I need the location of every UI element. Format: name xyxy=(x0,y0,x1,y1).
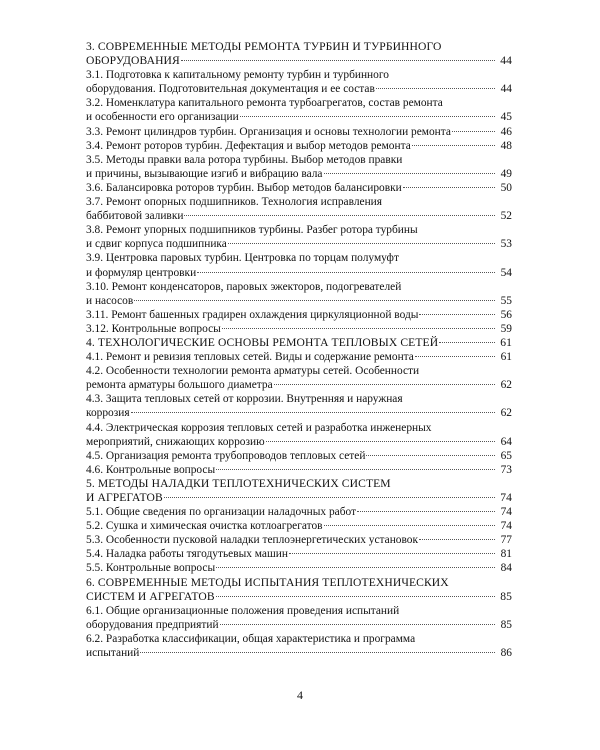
toc-entry xyxy=(86,322,512,336)
toc-page-number: 61 xyxy=(500,351,512,364)
toc-entry-title: 3.5. Методы правки вала ротора турбины. Выбор методов правки xyxy=(86,153,403,166)
dot-leader xyxy=(412,145,495,146)
toc-entry-title: 4.6. Контрольные вопросы xyxy=(86,463,216,476)
dot-leader xyxy=(289,553,495,554)
toc-entry-title: 3.3. Ремонт цилиндров турбин. Организация и основы технологии ремонта xyxy=(86,125,451,138)
toc-entry-title: и сдвиг корпуса подшипника xyxy=(86,238,227,251)
toc-entry-title: 6. СОВРЕМЕННЫЕ МЕТОДЫ ИСПЫТАНИЯ ТЕПЛОТЕХНИЧЕСКИХ xyxy=(86,575,449,589)
toc-page-number: 44 xyxy=(500,83,512,96)
toc-entry-line xyxy=(86,421,512,435)
toc-entry-line xyxy=(86,209,512,223)
toc-entry-line xyxy=(86,251,512,265)
toc-entry-line xyxy=(86,477,512,491)
toc-entry-title: и формуляр центровки xyxy=(86,266,197,279)
toc-page-number: 48 xyxy=(500,139,512,152)
dot-leader xyxy=(164,497,495,498)
toc-entry-line xyxy=(86,195,512,209)
toc-entry-line xyxy=(86,110,512,124)
toc-entry-title: 3.11. Ремонт башенных градирен охлаждения циркуляционной воды xyxy=(86,308,419,321)
toc-page-number: 52 xyxy=(500,210,512,223)
dot-leader xyxy=(216,567,495,568)
dot-leader xyxy=(357,511,495,512)
toc-page-number: 49 xyxy=(500,167,512,180)
toc-entry-title: 4.5. Организация ремонта трубопроводов тепловых сетей xyxy=(86,449,366,462)
toc-page-number: 77 xyxy=(500,534,512,547)
toc-entry-title: 5.2. Сушка и химическая очистка котлоагрегатов xyxy=(86,520,323,533)
toc-entry xyxy=(86,519,512,533)
toc-entry-title: 5. МЕТОДЫ НАЛАДКИ ТЕПЛОТЕХНИЧЕСКИХ СИСТЕМ xyxy=(86,476,391,490)
toc-entry xyxy=(86,223,512,251)
toc-page-number: 44 xyxy=(500,54,512,68)
toc-entry-title: СИСТЕМ И АГРЕГАТОВ xyxy=(86,589,215,603)
toc-entry-line xyxy=(86,364,512,378)
toc-entry-title: 6.2. Разработка классификации, общая характеристика и программа xyxy=(86,632,416,645)
toc-page-number: 45 xyxy=(500,111,512,124)
toc-entry-line xyxy=(86,505,512,519)
toc-entry xyxy=(86,561,512,575)
toc-entry-line xyxy=(86,350,512,364)
toc-entry-line xyxy=(86,632,512,646)
toc-entry-line xyxy=(86,308,512,322)
toc-page-number: 74 xyxy=(500,506,512,519)
toc-entry-title: 3.4. Ремонт роторов турбин. Дефектация и выбор методов ремонта xyxy=(86,139,411,152)
toc-entry xyxy=(86,505,512,519)
dot-leader xyxy=(222,328,495,329)
toc-entry-title: и причины, вызывающие изгиб и вибрацию вала xyxy=(86,167,323,180)
toc-entry xyxy=(86,421,512,449)
dot-leader xyxy=(140,652,495,653)
toc-entry-title: 3.2. Номенклатура капитального ремонта турбоагрегатов, состав ремонта xyxy=(86,97,443,110)
toc-entry-title: 5.4. Наладка работы тягодутьевых машин xyxy=(86,548,288,561)
toc-entry xyxy=(86,68,512,96)
dot-leader xyxy=(240,116,495,117)
toc-entry-line xyxy=(86,96,512,110)
dot-leader xyxy=(324,173,496,174)
toc-chapter-entry xyxy=(86,477,512,505)
dot-leader xyxy=(274,384,495,385)
toc-page-number: 46 xyxy=(500,125,512,138)
toc-page-number: 65 xyxy=(500,449,512,462)
dot-leader xyxy=(439,342,495,343)
toc-entry-line xyxy=(86,491,512,505)
toc-entry-title: 5.5. Контрольные вопросы xyxy=(86,562,216,575)
toc-entry-title: 3. СОВРЕМЕННЫЕ МЕТОДЫ РЕМОНТА ТУРБИН И ТУРБИННОГО xyxy=(86,40,442,53)
toc-entry-line xyxy=(86,280,512,294)
toc-page-number: 84 xyxy=(500,562,512,575)
toc-entry xyxy=(86,251,512,279)
toc-entry-line xyxy=(86,139,512,153)
dot-leader xyxy=(216,469,495,470)
toc-entry xyxy=(86,632,512,660)
dot-leader xyxy=(324,525,495,526)
toc-entry-line xyxy=(86,646,512,660)
dot-leader xyxy=(131,412,495,413)
toc-entry-title: 5.1. Общие сведения по организации наладочных работ xyxy=(86,506,357,519)
toc-entry-line xyxy=(86,294,512,308)
dot-leader xyxy=(452,131,495,132)
toc-entry-title: мероприятий, снижающих коррозию xyxy=(86,435,265,448)
toc-entry-title: 3.12. Контрольные вопросы xyxy=(86,322,221,335)
dot-leader xyxy=(415,356,495,357)
toc-entry-line xyxy=(86,82,512,96)
toc-entry xyxy=(86,96,512,124)
toc-chapter-entry xyxy=(86,40,512,68)
toc-entry-title: 5.3. Особенности пусковой наладки теплоэнергетических установок xyxy=(86,534,419,547)
toc-chapter-entry xyxy=(86,336,512,350)
toc-entry-title: 3.9. Центровка паровых турбин. Центровка по торцам полумуфт xyxy=(86,252,399,265)
toc-entry-line xyxy=(86,561,512,575)
toc-entry-line xyxy=(86,519,512,533)
toc-entry-line xyxy=(86,266,512,280)
dot-leader xyxy=(216,596,495,597)
toc-entry xyxy=(86,195,512,223)
toc-entry xyxy=(86,181,512,195)
toc-entry-line xyxy=(86,618,512,632)
dot-leader xyxy=(220,624,495,625)
page-number: 4 xyxy=(297,688,303,702)
dot-leader xyxy=(181,60,495,61)
dot-leader xyxy=(197,272,495,273)
toc-entry-line xyxy=(86,336,512,350)
toc-entry-line xyxy=(86,604,512,618)
toc-page-number: 53 xyxy=(500,238,512,251)
toc-page-number: 61 xyxy=(500,335,512,349)
toc-entry-line xyxy=(86,167,512,181)
toc-entry-line xyxy=(86,54,512,68)
toc-entry-line xyxy=(86,237,512,251)
toc-entry xyxy=(86,139,512,153)
toc-entry-title: оборудования. Подготовительная документация и ее состав xyxy=(86,83,375,96)
toc-entry-title: коррозия xyxy=(86,407,130,420)
toc-page-number: 74 xyxy=(500,520,512,533)
toc-entry xyxy=(86,449,512,463)
toc-entry xyxy=(86,547,512,561)
toc-entry-title: ОБОРУДОВАНИЯ xyxy=(86,54,180,68)
toc-entry-line xyxy=(86,378,512,392)
dot-leader xyxy=(403,187,495,188)
toc-entry-line xyxy=(86,547,512,561)
toc-page-number: 62 xyxy=(500,379,512,392)
toc-entry-title: 3.7. Ремонт опорных подшипников. Технология исправления xyxy=(86,196,383,209)
toc-entry-line xyxy=(86,463,512,477)
dot-leader xyxy=(419,314,495,315)
toc-entry-title: 3.8. Ремонт упорных подшипников турбины. Разбег ротора турбины xyxy=(86,224,418,237)
toc-entry-title: 3.10. Ремонт конденсаторов, паровых эжекторов, подогревателей xyxy=(86,280,402,293)
toc-entry-title: И АГРЕГАТОВ xyxy=(86,491,163,504)
toc-page-number: 54 xyxy=(500,266,512,279)
toc-entry-title: испытаний xyxy=(86,647,140,660)
toc-entry-title: 4.4. Электрическая коррозия тепловых сетей и разработка инженерных xyxy=(86,421,432,434)
toc-entry-line xyxy=(86,68,512,82)
toc-page-number: 81 xyxy=(500,548,512,561)
dot-leader xyxy=(184,215,495,216)
toc-entry-title: 4.3. Защита тепловых сетей от коррозии. Внутренняя и наружная xyxy=(86,393,403,406)
dot-leader xyxy=(419,539,495,540)
toc-entry xyxy=(86,280,512,308)
toc-entry-title: баббитовой заливки xyxy=(86,210,184,223)
toc-entry-line xyxy=(86,406,512,420)
toc-entry-title: 4.1. Ремонт и ревизия тепловых сетей. Виды и содержание ремонта xyxy=(86,351,414,364)
toc-entry-line xyxy=(86,449,512,463)
toc-entry-line xyxy=(86,153,512,167)
toc-entry-line xyxy=(86,181,512,195)
toc-entry-title: ремонта арматуры большого диаметра xyxy=(86,379,273,392)
toc-page-number: 59 xyxy=(500,322,512,335)
toc-entry xyxy=(86,350,512,364)
toc-entry-title: 4.2. Особенности технологии ремонта арматуры сетей. Особенности xyxy=(86,365,420,378)
toc-entry xyxy=(86,125,512,139)
toc-entry-line xyxy=(86,435,512,449)
toc-page-number: 86 xyxy=(500,647,512,660)
table-of-contents xyxy=(86,40,512,660)
dot-leader xyxy=(134,300,495,301)
toc-entry-line xyxy=(86,576,512,590)
toc-entry-title: 6.1. Общие организационные положения проведения испытаний xyxy=(86,604,400,617)
toc-entry-title: оборудования предприятий xyxy=(86,618,219,631)
toc-entry-line xyxy=(86,322,512,336)
toc-page-number: 55 xyxy=(500,294,512,307)
toc-entry-line xyxy=(86,125,512,139)
toc-entry-title: и особенности его организации xyxy=(86,111,239,124)
toc-entry xyxy=(86,308,512,322)
toc-entry-line xyxy=(86,590,512,604)
toc-entry xyxy=(86,364,512,392)
toc-entry xyxy=(86,392,512,420)
toc-entry xyxy=(86,604,512,632)
toc-entry-line xyxy=(86,40,512,54)
toc-page-number: 74 xyxy=(500,491,512,504)
toc-entry-title: 3.1. Подготовка к капитальному ремонту турбин и турбинного xyxy=(86,69,389,82)
toc-entry-title: и насосов xyxy=(86,294,134,307)
toc-page-number: 64 xyxy=(500,435,512,448)
toc-entry xyxy=(86,533,512,547)
dot-leader xyxy=(376,88,495,89)
toc-chapter-entry xyxy=(86,576,512,604)
dot-leader xyxy=(366,455,495,456)
toc-page-number: 50 xyxy=(500,181,512,194)
toc-entry xyxy=(86,153,512,181)
toc-entry-line xyxy=(86,223,512,237)
toc-page-number: 56 xyxy=(500,308,512,321)
toc-entry-title: 3.6. Балансировка роторов турбин. Выбор методов балансировки xyxy=(86,181,402,194)
toc-entry-title: 4. ТЕХНОЛОГИЧЕСКИЕ ОСНОВЫ РЕМОНТА ТЕПЛОВЫХ СЕТЕЙ xyxy=(86,335,439,349)
toc-page-number: 62 xyxy=(500,407,512,420)
dot-leader xyxy=(228,243,495,244)
toc-page-number: 85 xyxy=(500,618,512,631)
toc-entry-line xyxy=(86,392,512,406)
toc-page-number: 73 xyxy=(500,463,512,476)
toc-entry-line xyxy=(86,533,512,547)
dot-leader xyxy=(266,441,495,442)
toc-page-number: 85 xyxy=(500,589,512,603)
toc-entry xyxy=(86,463,512,477)
